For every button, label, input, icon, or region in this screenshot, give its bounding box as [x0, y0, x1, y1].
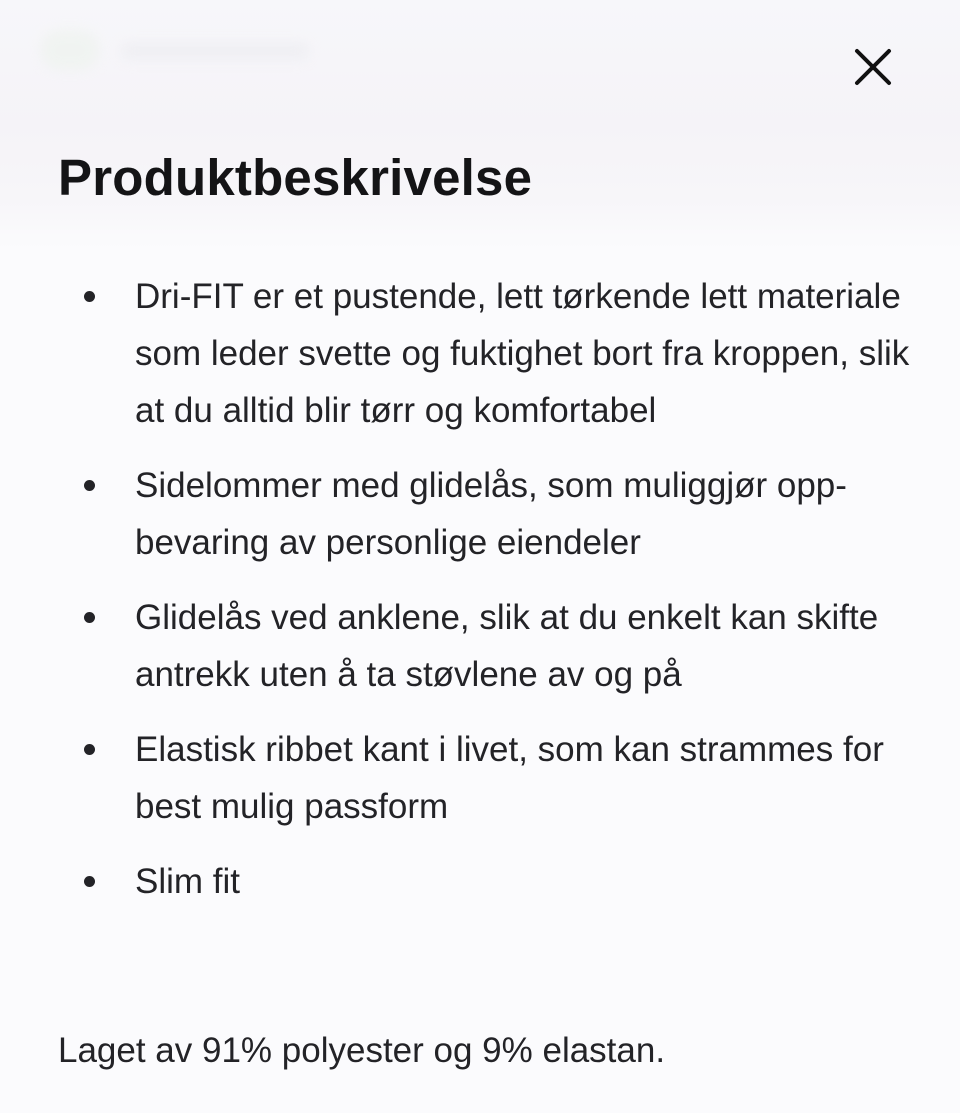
feature-text: Sidelommer med glidelås, som muliggjør oppbevaring av personlige eiendeler [135, 466, 847, 562]
list-item [58, 721, 918, 835]
close-icon [854, 48, 892, 86]
close-button[interactable] [848, 42, 898, 92]
feature-text: Glidelås ved anklene, slik at du enkelt kan skifte antrekk uten å ta støvlene av og på [135, 598, 879, 694]
list-item [58, 589, 918, 703]
list-item [58, 853, 918, 910]
blurred-header-bar [120, 42, 310, 60]
feature-text: Dri-FIT er et pustende, lett tørkende lett materiale som leder svette og fuktighet bort fra kroppen, slik at du alltid blir tørr og komfortabel [135, 277, 910, 430]
feature-list [58, 268, 918, 928]
blurred-logo [40, 30, 100, 70]
list-item [58, 268, 918, 439]
bullet-icon [84, 744, 95, 755]
bullet-icon [84, 876, 95, 887]
list-item [58, 457, 918, 571]
blurred-header-backdrop [0, 0, 960, 250]
material-composition: Laget av 91% polyester og 9% elastan. [58, 1031, 666, 1070]
bullet-icon [84, 291, 95, 302]
feature-text: Elastisk ribbet kant i livet, som kan strammes for best mulig passform [135, 730, 884, 826]
bullet-icon [84, 480, 95, 491]
modal-title: Produktbeskrivelse [58, 149, 533, 206]
bullet-icon [84, 612, 95, 623]
feature-text: Slim fit [135, 862, 240, 901]
